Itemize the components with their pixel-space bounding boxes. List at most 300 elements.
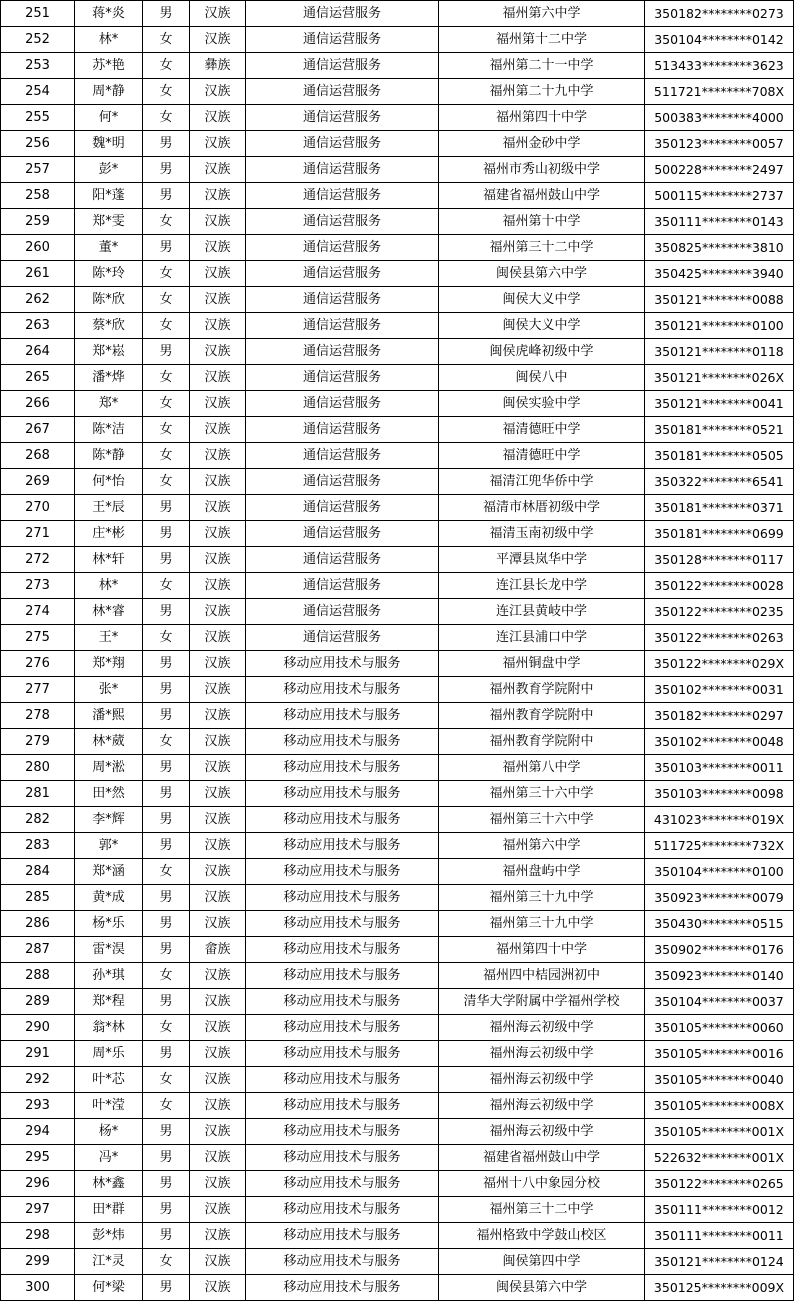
major-cell: 通信运营服务 [246, 599, 439, 625]
school-cell: 福州第三十六中学 [439, 781, 645, 807]
major-cell: 通信运营服务 [246, 443, 439, 469]
school-cell: 福州海云初级中学 [439, 1041, 645, 1067]
id-number-cell: 350103********0098 [645, 781, 794, 807]
ethnicity-cell: 汉族 [190, 833, 246, 859]
gender-cell: 女 [143, 313, 190, 339]
student-name-cell: 彭*炜 [75, 1223, 143, 1249]
gender-cell: 女 [143, 573, 190, 599]
student-name-cell: 魏*明 [75, 131, 143, 157]
school-cell: 福州金砂中学 [439, 131, 645, 157]
serial-number-cell: 287 [1, 937, 75, 963]
major-cell: 移动应用技术与服务 [246, 1197, 439, 1223]
ethnicity-cell: 汉族 [190, 287, 246, 313]
school-cell: 福州教育学院附中 [439, 677, 645, 703]
table-row [1, 1171, 794, 1197]
student-name-cell: 林*轩 [75, 547, 143, 573]
ethnicity-cell: 彝族 [190, 53, 246, 79]
table-row [1, 495, 794, 521]
gender-cell: 男 [143, 677, 190, 703]
serial-number-cell: 271 [1, 521, 75, 547]
ethnicity-cell: 汉族 [190, 1223, 246, 1249]
school-cell: 闽侯第四中学 [439, 1249, 645, 1275]
serial-number-cell: 268 [1, 443, 75, 469]
gender-cell: 男 [143, 1275, 190, 1301]
id-number-cell: 350111********0143 [645, 209, 794, 235]
id-number-cell: 350121********0118 [645, 339, 794, 365]
ethnicity-cell: 汉族 [190, 79, 246, 105]
major-cell: 移动应用技术与服务 [246, 1249, 439, 1275]
student-name-cell: 何*梁 [75, 1275, 143, 1301]
major-cell: 通信运营服务 [246, 417, 439, 443]
id-number-cell: 522632********001X [645, 1145, 794, 1171]
major-cell: 移动应用技术与服务 [246, 1171, 439, 1197]
gender-cell: 男 [143, 183, 190, 209]
school-cell: 福州第六中学 [439, 1, 645, 27]
student-name-cell: 阳*蓬 [75, 183, 143, 209]
school-cell: 福州盘屿中学 [439, 859, 645, 885]
serial-number-cell: 267 [1, 417, 75, 443]
school-cell: 福州教育学院附中 [439, 703, 645, 729]
student-name-cell: 郑*程 [75, 989, 143, 1015]
ethnicity-cell: 汉族 [190, 859, 246, 885]
student-name-cell: 陈*玲 [75, 261, 143, 287]
serial-number-cell: 274 [1, 599, 75, 625]
id-number-cell: 350902********0176 [645, 937, 794, 963]
student-name-cell: 董* [75, 235, 143, 261]
major-cell: 通信运营服务 [246, 469, 439, 495]
serial-number-cell: 294 [1, 1119, 75, 1145]
table-row [1, 1223, 794, 1249]
ethnicity-cell: 汉族 [190, 417, 246, 443]
ethnicity-cell: 汉族 [190, 885, 246, 911]
serial-number-cell: 286 [1, 911, 75, 937]
gender-cell: 男 [143, 703, 190, 729]
table-row [1, 391, 794, 417]
gender-cell: 男 [143, 1197, 190, 1223]
table-row [1, 729, 794, 755]
student-name-cell: 翁*林 [75, 1015, 143, 1041]
major-cell: 移动应用技术与服务 [246, 1093, 439, 1119]
student-name-cell: 黄*成 [75, 885, 143, 911]
major-cell: 通信运营服务 [246, 235, 439, 261]
id-number-cell: 350105********008X [645, 1093, 794, 1119]
table-row [1, 1275, 794, 1301]
serial-number-cell: 289 [1, 989, 75, 1015]
student-name-cell: 周*乐 [75, 1041, 143, 1067]
table-row [1, 885, 794, 911]
serial-number-cell: 288 [1, 963, 75, 989]
table-row [1, 911, 794, 937]
gender-cell: 男 [143, 911, 190, 937]
serial-number-cell: 275 [1, 625, 75, 651]
gender-cell: 男 [143, 781, 190, 807]
table-row [1, 807, 794, 833]
id-number-cell: 350102********0048 [645, 729, 794, 755]
student-name-cell: 周*淞 [75, 755, 143, 781]
serial-number-cell: 292 [1, 1067, 75, 1093]
school-cell: 闽侯八中 [439, 365, 645, 391]
student-name-cell: 郑* [75, 391, 143, 417]
ethnicity-cell: 汉族 [190, 339, 246, 365]
id-number-cell: 511721********708X [645, 79, 794, 105]
table-row [1, 1015, 794, 1041]
school-cell: 福建省福州鼓山中学 [439, 183, 645, 209]
student-name-cell: 叶*芯 [75, 1067, 143, 1093]
major-cell: 移动应用技术与服务 [246, 781, 439, 807]
id-number-cell: 350105********0016 [645, 1041, 794, 1067]
gender-cell: 男 [143, 651, 190, 677]
id-number-cell: 350121********0124 [645, 1249, 794, 1275]
id-number-cell: 511725********732X [645, 833, 794, 859]
major-cell: 通信运营服务 [246, 313, 439, 339]
school-cell: 福州海云初级中学 [439, 1067, 645, 1093]
school-cell: 福州第六中学 [439, 833, 645, 859]
school-cell: 福州四中桔园洲初中 [439, 963, 645, 989]
school-cell: 闽侯大义中学 [439, 287, 645, 313]
major-cell: 移动应用技术与服务 [246, 859, 439, 885]
major-cell: 通信运营服务 [246, 625, 439, 651]
gender-cell: 男 [143, 235, 190, 261]
gender-cell: 男 [143, 1041, 190, 1067]
ethnicity-cell: 汉族 [190, 703, 246, 729]
student-name-cell: 陈*欣 [75, 287, 143, 313]
major-cell: 通信运营服务 [246, 105, 439, 131]
table-row [1, 521, 794, 547]
serial-number-cell: 281 [1, 781, 75, 807]
ethnicity-cell: 汉族 [190, 1197, 246, 1223]
student-name-cell: 王*辰 [75, 495, 143, 521]
major-cell: 通信运营服务 [246, 521, 439, 547]
ethnicity-cell: 汉族 [190, 1145, 246, 1171]
school-cell: 福清江兜华侨中学 [439, 469, 645, 495]
student-name-cell: 田*然 [75, 781, 143, 807]
serial-number-cell: 252 [1, 27, 75, 53]
table-row [1, 79, 794, 105]
major-cell: 移动应用技术与服务 [246, 885, 439, 911]
major-cell: 移动应用技术与服务 [246, 755, 439, 781]
student-name-cell: 王* [75, 625, 143, 651]
student-name-cell: 郭* [75, 833, 143, 859]
ethnicity-cell: 汉族 [190, 755, 246, 781]
table-row [1, 1093, 794, 1119]
ethnicity-cell: 汉族 [190, 989, 246, 1015]
serial-number-cell: 299 [1, 1249, 75, 1275]
id-number-cell: 350825********3810 [645, 235, 794, 261]
id-number-cell: 350105********001X [645, 1119, 794, 1145]
table-row [1, 131, 794, 157]
id-number-cell: 350103********0011 [645, 755, 794, 781]
id-number-cell: 350122********0235 [645, 599, 794, 625]
gender-cell: 女 [143, 625, 190, 651]
gender-cell: 女 [143, 209, 190, 235]
table-row [1, 859, 794, 885]
school-cell: 福州第三十六中学 [439, 807, 645, 833]
ethnicity-cell: 汉族 [190, 911, 246, 937]
ethnicity-cell: 汉族 [190, 521, 246, 547]
roster-body [1, 1, 794, 1301]
table-row [1, 651, 794, 677]
student-name-cell: 苏*艳 [75, 53, 143, 79]
serial-number-cell: 297 [1, 1197, 75, 1223]
student-name-cell: 陈*静 [75, 443, 143, 469]
table-row [1, 937, 794, 963]
id-number-cell: 350122********0263 [645, 625, 794, 651]
major-cell: 通信运营服务 [246, 183, 439, 209]
gender-cell: 男 [143, 1223, 190, 1249]
ethnicity-cell: 汉族 [190, 1119, 246, 1145]
id-number-cell: 350105********0060 [645, 1015, 794, 1041]
student-name-cell: 郑*翔 [75, 651, 143, 677]
major-cell: 移动应用技术与服务 [246, 729, 439, 755]
serial-number-cell: 272 [1, 547, 75, 573]
ethnicity-cell: 汉族 [190, 573, 246, 599]
table-row [1, 209, 794, 235]
school-cell: 福州铜盘中学 [439, 651, 645, 677]
id-number-cell: 350181********0371 [645, 495, 794, 521]
ethnicity-cell: 汉族 [190, 131, 246, 157]
ethnicity-cell: 汉族 [190, 651, 246, 677]
school-cell: 连江县黄岐中学 [439, 599, 645, 625]
table-row [1, 625, 794, 651]
id-number-cell: 500228********2497 [645, 157, 794, 183]
ethnicity-cell: 汉族 [190, 625, 246, 651]
gender-cell: 男 [143, 755, 190, 781]
ethnicity-cell: 汉族 [190, 443, 246, 469]
ethnicity-cell: 汉族 [190, 781, 246, 807]
major-cell: 移动应用技术与服务 [246, 1145, 439, 1171]
serial-number-cell: 263 [1, 313, 75, 339]
table-row [1, 287, 794, 313]
serial-number-cell: 264 [1, 339, 75, 365]
gender-cell: 女 [143, 1249, 190, 1275]
school-cell: 福州海云初级中学 [439, 1119, 645, 1145]
id-number-cell: 350121********0041 [645, 391, 794, 417]
id-number-cell: 350425********3940 [645, 261, 794, 287]
gender-cell: 男 [143, 989, 190, 1015]
ethnicity-cell: 汉族 [190, 495, 246, 521]
major-cell: 移动应用技术与服务 [246, 937, 439, 963]
school-cell: 福州第三十二中学 [439, 235, 645, 261]
major-cell: 移动应用技术与服务 [246, 1275, 439, 1301]
gender-cell: 男 [143, 547, 190, 573]
school-cell: 福清玉南初级中学 [439, 521, 645, 547]
table-row [1, 547, 794, 573]
serial-number-cell: 259 [1, 209, 75, 235]
table-row [1, 703, 794, 729]
serial-number-cell: 273 [1, 573, 75, 599]
serial-number-cell: 280 [1, 755, 75, 781]
school-cell: 福州第八中学 [439, 755, 645, 781]
major-cell: 通信运营服务 [246, 547, 439, 573]
student-name-cell: 林* [75, 573, 143, 599]
major-cell: 通信运营服务 [246, 27, 439, 53]
serial-number-cell: 278 [1, 703, 75, 729]
table-row [1, 313, 794, 339]
gender-cell: 男 [143, 885, 190, 911]
gender-cell: 男 [143, 1171, 190, 1197]
ethnicity-cell: 汉族 [190, 1093, 246, 1119]
gender-cell: 男 [143, 131, 190, 157]
major-cell: 通信运营服务 [246, 287, 439, 313]
id-number-cell: 350102********0031 [645, 677, 794, 703]
school-cell: 福清德旺中学 [439, 417, 645, 443]
gender-cell: 女 [143, 859, 190, 885]
ethnicity-cell: 汉族 [190, 469, 246, 495]
major-cell: 通信运营服务 [246, 391, 439, 417]
student-name-cell: 林* [75, 27, 143, 53]
major-cell: 移动应用技术与服务 [246, 963, 439, 989]
ethnicity-cell: 汉族 [190, 1249, 246, 1275]
student-name-cell: 潘*烨 [75, 365, 143, 391]
serial-number-cell: 265 [1, 365, 75, 391]
ethnicity-cell: 畲族 [190, 937, 246, 963]
id-number-cell: 350121********0088 [645, 287, 794, 313]
table-row [1, 599, 794, 625]
serial-number-cell: 291 [1, 1041, 75, 1067]
gender-cell: 女 [143, 105, 190, 131]
school-cell: 福州第二十九中学 [439, 79, 645, 105]
ethnicity-cell: 汉族 [190, 807, 246, 833]
id-number-cell: 350111********0012 [645, 1197, 794, 1223]
id-number-cell: 431023********019X [645, 807, 794, 833]
student-name-cell: 庄*彬 [75, 521, 143, 547]
serial-number-cell: 258 [1, 183, 75, 209]
serial-number-cell: 298 [1, 1223, 75, 1249]
serial-number-cell: 260 [1, 235, 75, 261]
table-row [1, 1197, 794, 1223]
serial-number-cell: 282 [1, 807, 75, 833]
ethnicity-cell: 汉族 [190, 1, 246, 27]
table-row [1, 183, 794, 209]
id-number-cell: 350181********0505 [645, 443, 794, 469]
serial-number-cell: 251 [1, 1, 75, 27]
table-row [1, 755, 794, 781]
major-cell: 移动应用技术与服务 [246, 1223, 439, 1249]
student-name-cell: 周*静 [75, 79, 143, 105]
table-row [1, 963, 794, 989]
school-cell: 闽侯虎峰初级中学 [439, 339, 645, 365]
ethnicity-cell: 汉族 [190, 105, 246, 131]
table-row [1, 1145, 794, 1171]
major-cell: 通信运营服务 [246, 261, 439, 287]
ethnicity-cell: 汉族 [190, 313, 246, 339]
table-row [1, 677, 794, 703]
table-row [1, 1, 794, 27]
school-cell: 福州市秀山初级中学 [439, 157, 645, 183]
ethnicity-cell: 汉族 [190, 1275, 246, 1301]
gender-cell: 女 [143, 391, 190, 417]
gender-cell: 女 [143, 417, 190, 443]
student-name-cell: 潘*熙 [75, 703, 143, 729]
major-cell: 通信运营服务 [246, 1, 439, 27]
student-name-cell: 蔡*欣 [75, 313, 143, 339]
gender-cell: 女 [143, 365, 190, 391]
school-cell: 福州第四十中学 [439, 937, 645, 963]
major-cell: 通信运营服务 [246, 157, 439, 183]
school-cell: 福州第三十九中学 [439, 885, 645, 911]
gender-cell: 男 [143, 1145, 190, 1171]
gender-cell: 男 [143, 157, 190, 183]
school-cell: 福州第三十二中学 [439, 1197, 645, 1223]
major-cell: 移动应用技术与服务 [246, 1041, 439, 1067]
id-number-cell: 350923********0079 [645, 885, 794, 911]
serial-number-cell: 261 [1, 261, 75, 287]
ethnicity-cell: 汉族 [190, 183, 246, 209]
school-cell: 福州第三十九中学 [439, 911, 645, 937]
student-name-cell: 蒋*炎 [75, 1, 143, 27]
student-name-cell: 冯* [75, 1145, 143, 1171]
gender-cell: 女 [143, 1093, 190, 1119]
major-cell: 通信运营服务 [246, 573, 439, 599]
major-cell: 移动应用技术与服务 [246, 677, 439, 703]
gender-cell: 男 [143, 937, 190, 963]
id-number-cell: 350122********0028 [645, 573, 794, 599]
id-number-cell: 350430********0515 [645, 911, 794, 937]
table-row [1, 261, 794, 287]
serial-number-cell: 253 [1, 53, 75, 79]
id-number-cell: 350121********026X [645, 365, 794, 391]
gender-cell: 男 [143, 495, 190, 521]
school-cell: 福州第四十中学 [439, 105, 645, 131]
student-name-cell: 林*鑫 [75, 1171, 143, 1197]
gender-cell: 女 [143, 1067, 190, 1093]
id-number-cell: 350181********0699 [645, 521, 794, 547]
table-row [1, 27, 794, 53]
gender-cell: 男 [143, 521, 190, 547]
ethnicity-cell: 汉族 [190, 235, 246, 261]
student-name-cell: 叶*滢 [75, 1093, 143, 1119]
id-number-cell: 350182********0297 [645, 703, 794, 729]
ethnicity-cell: 汉族 [190, 729, 246, 755]
serial-number-cell: 283 [1, 833, 75, 859]
table-row [1, 469, 794, 495]
school-cell: 平潭县岚华中学 [439, 547, 645, 573]
id-number-cell: 500115********2737 [645, 183, 794, 209]
table-row [1, 1067, 794, 1093]
id-number-cell: 500383********4000 [645, 105, 794, 131]
serial-number-cell: 290 [1, 1015, 75, 1041]
id-number-cell: 350122********0265 [645, 1171, 794, 1197]
student-name-cell: 张* [75, 677, 143, 703]
school-cell: 福清市林厝初级中学 [439, 495, 645, 521]
school-cell: 连江县长龙中学 [439, 573, 645, 599]
gender-cell: 女 [143, 287, 190, 313]
id-number-cell: 350111********0011 [645, 1223, 794, 1249]
major-cell: 移动应用技术与服务 [246, 1119, 439, 1145]
ethnicity-cell: 汉族 [190, 599, 246, 625]
id-number-cell: 350105********0040 [645, 1067, 794, 1093]
school-cell: 闽侯大义中学 [439, 313, 645, 339]
serial-number-cell: 270 [1, 495, 75, 521]
id-number-cell: 350121********0100 [645, 313, 794, 339]
student-name-cell: 彭* [75, 157, 143, 183]
ethnicity-cell: 汉族 [190, 963, 246, 989]
serial-number-cell: 293 [1, 1093, 75, 1119]
table-row [1, 443, 794, 469]
id-number-cell: 350104********0142 [645, 27, 794, 53]
id-number-cell: 350128********0117 [645, 547, 794, 573]
school-cell: 福州海云初级中学 [439, 1015, 645, 1041]
table-row [1, 105, 794, 131]
student-name-cell: 孙*琪 [75, 963, 143, 989]
ethnicity-cell: 汉族 [190, 1171, 246, 1197]
major-cell: 通信运营服务 [246, 339, 439, 365]
ethnicity-cell: 汉族 [190, 157, 246, 183]
id-number-cell: 350104********0100 [645, 859, 794, 885]
serial-number-cell: 254 [1, 79, 75, 105]
gender-cell: 男 [143, 833, 190, 859]
school-cell: 连江县浦口中学 [439, 625, 645, 651]
